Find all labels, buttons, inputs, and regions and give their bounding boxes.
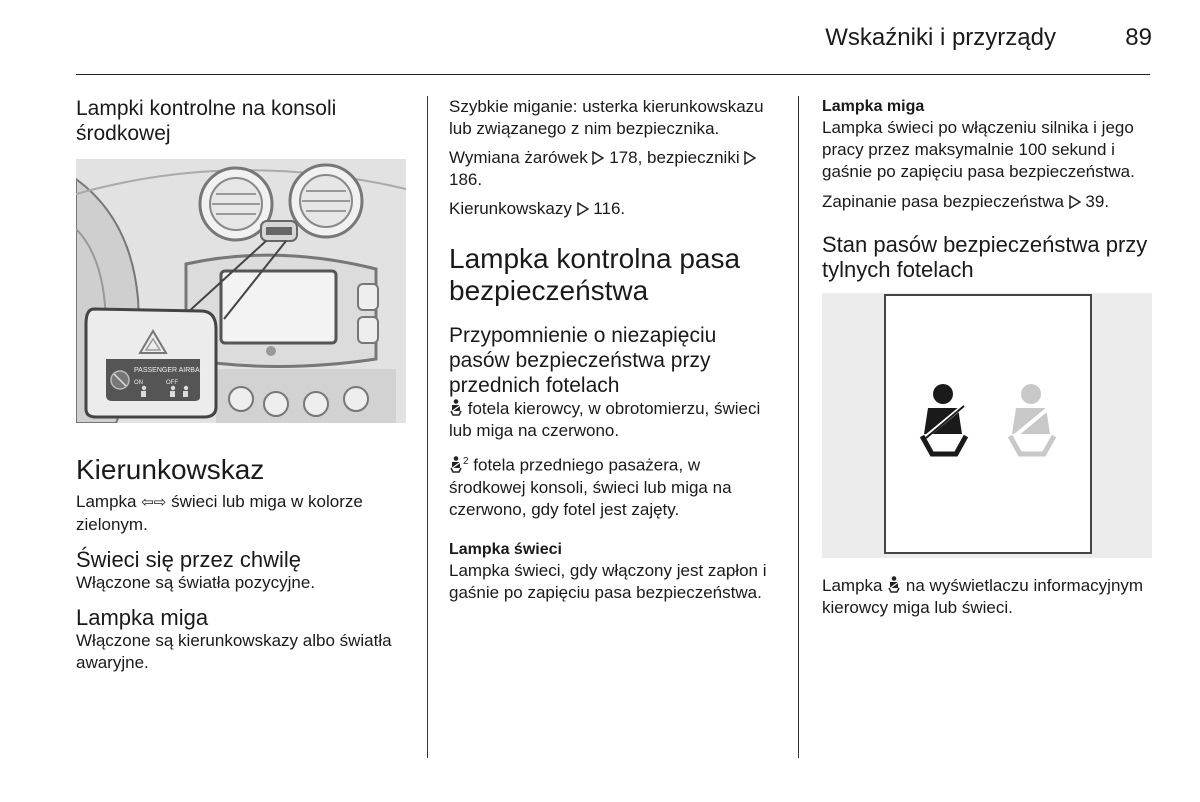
subheading-bold: Lampka miga xyxy=(822,98,925,115)
subheading: Lampka miga xyxy=(76,605,209,630)
column-1 xyxy=(76,96,410,674)
paragraph: Kierunkowskazy 116. xyxy=(449,199,626,218)
paragraph: $^2$ fotela przedniego pasażera, w środkowej konsoli, świeci lub miga na czerwono, gdy fotel jest zajęty. xyxy=(449,455,732,519)
airbag-off-label: OFF xyxy=(166,380,178,386)
paragraph: Lampka na wyświetlaczu informacyjnym kierowcy miga lub świeci. xyxy=(822,576,1144,617)
seatbelt-inactive-icon xyxy=(1010,384,1056,454)
paragraph: Włączone są światła pozycyjne. xyxy=(76,573,316,592)
triangle-arrow-icon xyxy=(1069,195,1081,209)
seatbelt-icon xyxy=(449,399,463,416)
subheading-bold: Lampka świeci xyxy=(449,540,562,558)
triangle-arrow-icon xyxy=(592,151,604,165)
paragraph: Zapinanie pasa bezpieczeństwa 39. xyxy=(822,192,1110,211)
paragraph: Włączone są kierunkowskazy albo światła awaryjne. xyxy=(76,631,392,672)
rear-seatbelt-figure xyxy=(822,293,1152,558)
triangle-arrow-icon xyxy=(577,202,589,216)
display-panel xyxy=(884,294,1092,554)
header-rule xyxy=(76,74,1150,75)
triangle-arrow-icon xyxy=(744,151,756,165)
running-header-title: Wskaźniki i przyrządy xyxy=(825,24,1056,51)
section-heading-turn-signal: Kierunkowskaz xyxy=(76,454,265,485)
column-2 xyxy=(449,96,781,604)
paragraph: fotela kierowcy, w obrotomierzu, świeci lub miga na czerwono. xyxy=(449,399,761,440)
seatbelt-icon xyxy=(449,456,463,473)
paragraph: Lampka świeci po włączeniu silnika i jego pracy przez maksymalnie 100 sekund i gaśnie po zapięciu pasa bezpieczeństwa. xyxy=(822,118,1135,181)
seatbelt-active-icon xyxy=(922,384,968,454)
page-number: 89 xyxy=(1125,24,1152,51)
subheading: Świeci się przez chwilę xyxy=(76,547,301,572)
center-console-figure xyxy=(76,159,406,423)
section-heading: Lampki kontrolne na konsoli środkowej xyxy=(76,97,337,145)
airbag-on-label: ON xyxy=(134,380,143,386)
paragraph: Szybkie miganie: usterka kierunkowskazu lub związanego z nim bezpiecznika. xyxy=(449,97,764,138)
column-divider-2 xyxy=(798,96,799,758)
paragraph: Lampka ⇦⇨ świeci lub miga w kolorze zielonym. xyxy=(76,492,363,534)
section-heading-seatbelt: Lampka kontrolna pasa bezpieczeństwa xyxy=(449,243,741,306)
column-3 xyxy=(822,96,1152,619)
subheading: Przypomnienie o niezapięciu pasów bezpieczeństwa przy przednich fotelach xyxy=(449,324,717,397)
subheading: Stan pasów bezpieczeństwa przy tylnych fotelach xyxy=(822,232,1148,282)
rear-seatbelt-status-illustration xyxy=(886,296,1090,552)
center-console-illustration xyxy=(76,159,406,423)
seatbelt-icon xyxy=(887,576,901,593)
airbag-label: PASSENGER AIRBAG xyxy=(134,367,206,374)
column-divider-1 xyxy=(427,96,428,758)
paragraph: Lampka świeci, gdy włączony jest zapłon i gaśnie po zapięciu pasa bezpieczeństwa. xyxy=(449,560,767,602)
paragraph: Wymiana żarówek 178, bezpieczniki 186. xyxy=(449,147,781,191)
turn-signal-arrows-icon: ⇦⇨ xyxy=(141,494,167,511)
